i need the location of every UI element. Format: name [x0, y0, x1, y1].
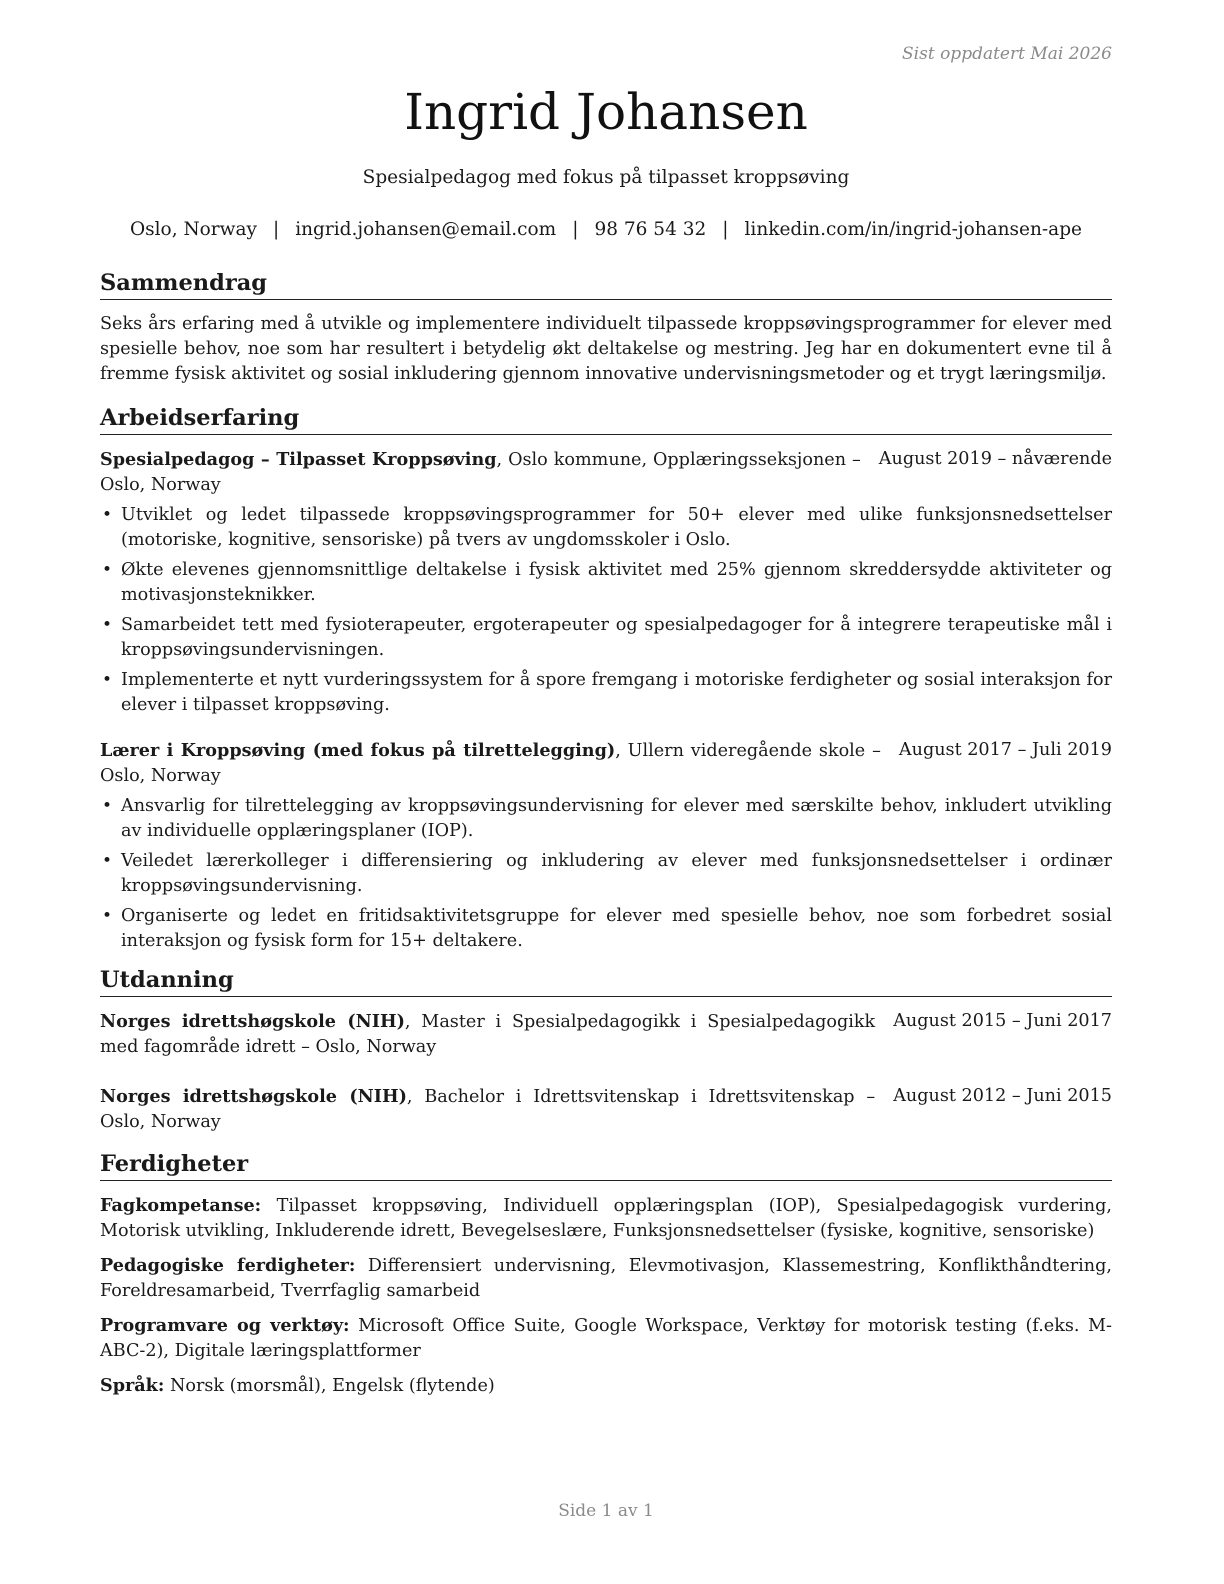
skill-text: Norsk (morsmål), Engelsk (flytende): [164, 1376, 495, 1396]
skill-entry: [100, 1373, 1112, 1399]
education-school: Norges idrettshøgskole (NIH): [100, 1011, 405, 1032]
job-org: , Oslo kommune, Opplæringsseksjonen – Oslo, Norway: [100, 450, 861, 495]
job-bullet: • Organiserte og ledet en fritidsaktivitetsgruppe for elever med spesielle behov, noe som forbedret sosial interaksjon og fysisk form for 15+ deltakere.: [100, 904, 1112, 954]
job-role: Lærer i Kroppsøving (med fokus på tilrettelegging): [100, 740, 616, 761]
skill-entry: [100, 1193, 1112, 1244]
section-title-skills: Ferdigheter: [100, 1149, 1112, 1181]
job-date: August 2017 – Juli 2019: [898, 740, 1112, 760]
resume-content: [100, 268, 1112, 1408]
job-entry: [100, 447, 1112, 718]
job-bullet: • Økte elevenes gjennomsnittlige deltakelse i fysisk aktivitet med 25% gjennom skreddersydde aktiviteter og motivasjonsteknikker.: [100, 558, 1112, 608]
skill-entry: [100, 1253, 1112, 1304]
contact-separator: |: [572, 219, 579, 240]
job-bullet: • Utviklet og ledet tilpassede kroppsøvingsprogrammer for 50+ elever med ulike funksjonsnedsettelser (motoriske, kognitive, sensoriske) på tvers av ungdomsskoler i Oslo.: [100, 503, 1112, 553]
job-org: , Ullern videregående skole – Oslo, Norway: [100, 741, 881, 786]
job-header: [100, 447, 1112, 498]
job-entry: [100, 738, 1112, 954]
job-bullets: [100, 794, 1112, 954]
job-bullet: • Veiledet lærerkolleger i differensiering og inkludering av elever med funksjonsnedsettelser i ordinær kroppsøvingsundervisning.: [100, 849, 1112, 899]
skill-label: Programvare og verktøy:: [100, 1315, 350, 1336]
skill-text: Differensiert undervisning, Elevmotivasjon, Klassemestring, Konflikthåndtering, Foreldresamarbeid, Tverrfaglig samarbeid: [100, 1256, 1112, 1301]
resume-page: [100, 0, 1112, 1584]
section-title-summary: Sammendrag: [100, 268, 1112, 300]
skill-text: Microsoft Office Suite, Google Workspace, Verktøy for motorisk testing (f.eks. M-ABC-2), Digitale læringsplattformer: [100, 1316, 1112, 1361]
education-entry: [100, 1009, 1112, 1060]
contact-email[interactable]: ingrid.johansen@email.com: [295, 219, 557, 240]
candidate-name: Ingrid Johansen: [404, 83, 808, 141]
education-date: August 2012 – Juni 2015: [893, 1086, 1112, 1106]
contact-separator: |: [272, 219, 280, 240]
skill-label: Fagkompetanse:: [100, 1195, 262, 1216]
job-bullet: • Implementerte et nytt vurderingssystem for å spore fremgang i motoriske ferdigheter og sosial interaksjon for elever i tilpasset kroppsøving.: [100, 668, 1112, 718]
education-date: August 2015 – Juni 2017: [893, 1011, 1112, 1031]
skill-text: Tilpasset kroppsøving, Individuell opplæringsplan (IOP), Spesialpedagogisk vurdering, Motorisk utvikling, Inkluderende idrett, Bevegelseslære, Funksjonsnedsettelser (fysiske, kognitive, sensoriske): [100, 1196, 1112, 1241]
contact-location: Oslo, Norway: [129, 219, 257, 240]
skill-label: Pedagogiske ferdigheter:: [100, 1255, 356, 1276]
contact-phone[interactable]: 98 76 54 32: [594, 219, 707, 240]
section-title-education: Utdanning: [100, 965, 1112, 997]
contact-separator: |: [722, 219, 729, 240]
education-school: Norges idrettshøgskole (NIH): [100, 1086, 407, 1107]
job-date: August 2019 – nåværende: [878, 449, 1112, 469]
job-bullets: [100, 503, 1112, 718]
job-bullet: • Ansvarlig for tilrettelegging av kroppsøvingsundervisning for elever med særskilte behov, inkludert utvikling av individuelle opplæringsplaner (IOP).: [100, 794, 1112, 844]
job-role: Spesialpedagog – Tilpasset Kroppsøving: [100, 449, 497, 470]
education-entry: [100, 1084, 1112, 1135]
candidate-tagline: Spesialpedagog med fokus på tilpasset kroppsøving: [362, 167, 850, 188]
skill-entry: [100, 1313, 1112, 1364]
page-number: Side 1 av 1: [558, 1501, 654, 1521]
contact-linkedin[interactable]: linkedin.com/in/ingrid-johansen-ape: [744, 219, 1082, 240]
last-updated: Sist oppdatert Mai 2026: [902, 44, 1112, 64]
summary-text: Seks års erfaring med å utvikle og implementere individuelt tilpassede kroppsøvingsprogrammer for elever med spesielle behov, noe som har resultert i betydelig økt deltakelse og mestring. Jeg har en dokumentert evne til å fremme fysisk aktivitet og sosial inkludering gjennom innovative undervisningsmetoder og et trygt læringsmiljø.: [100, 314, 1112, 384]
skill-label: Språk:: [100, 1375, 165, 1396]
section-title-experience: Arbeidserfaring: [100, 403, 1112, 435]
education-detail: , Master i Spesialpedagogikk i Spesialpedagogikk med fagområde idrett – Oslo, Norway: [100, 1012, 876, 1057]
education-detail: , Bachelor i Idrettsvitenskap i Idrettsvitenskap – Oslo, Norway: [100, 1087, 876, 1132]
job-header: [100, 738, 1112, 789]
contact-line: [100, 219, 1112, 240]
job-bullet: • Samarbeidet tett med fysioterapeuter, ergoterapeuter og spesialpedagoger for å integrere terapeutiske mål i kroppsøvingsundervisningen.: [100, 613, 1112, 663]
